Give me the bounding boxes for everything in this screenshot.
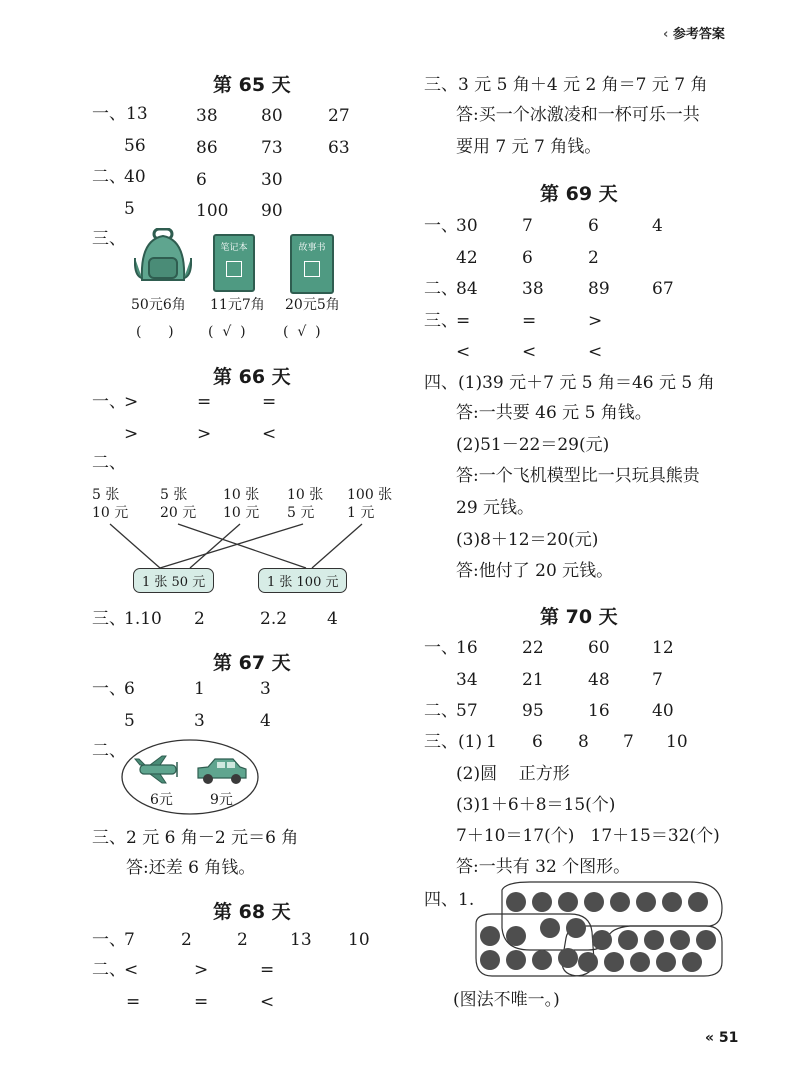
d70-line: 7＋10＝17(个) 17＋15＝32(个) [456,826,720,846]
answer: 2 [588,248,599,268]
answer: 13 [290,930,312,950]
answer: 3 [194,711,205,731]
d70-line: (2)圆 正方形 [456,764,570,784]
answer: 1 [194,679,205,699]
answer: 5 [124,711,135,731]
answer: 63 [328,138,350,158]
answer: 100 [196,201,229,221]
answer: 12 [652,638,674,658]
answer: = [262,392,277,412]
d70-s2-label: 二、 [424,701,458,721]
answer: 22 [522,638,544,658]
page-number-value: 51 [718,1030,739,1046]
d69-line: 29 元钱。 [456,498,535,518]
answer: 1 [486,732,497,752]
d68-s2-label: 二、 [92,960,126,980]
d65-s2-label: 二、 [92,167,126,187]
answer: 40 [652,701,674,721]
note-value: 1 元 [347,505,375,521]
answer: 5 [124,199,135,219]
plane-price: 6元 [150,792,173,808]
note-value: 10 元 [223,505,260,521]
answer: 38 [196,106,218,126]
r-line-2: 答:买一个冰激凌和一杯可乐一共 [456,105,700,125]
d69-line: 答:一个飞机模型比一只玩具熊贵 [456,466,700,486]
day-68-title: 第 68 天 [213,901,291,923]
r-line-3: 要用 7 元 7 角钱。 [456,137,602,157]
answer: > [194,960,209,980]
answer: > [124,392,139,412]
answer: 56 [124,136,146,156]
page-number [705,1030,738,1046]
day-67-title: 第 67 天 [213,652,291,674]
d70-s4-label: 四、1. [424,890,475,910]
d67-answer: 答:还差 6 角钱。 [126,858,256,878]
answer: 38 [522,279,544,299]
d65-s1-label: 一、 [92,104,126,124]
answer: 10 [666,732,688,752]
note-value: 20 元 [160,505,197,521]
answer: = [126,992,141,1012]
answer: 30 [261,170,283,190]
answer: 1.10 [124,609,162,629]
plane-icon [135,756,177,783]
item-price: 11元7角 [210,297,265,313]
answer: 89 [588,279,610,299]
answer: 7 [124,930,135,950]
answer: = [260,960,275,980]
d69-line: 答:他付了 20 元钱。 [456,561,614,581]
answer: 30 [456,216,478,236]
answer: 57 [456,701,478,721]
answer: 2.2 [260,609,288,629]
d65-s3-label: 三、 [92,229,126,249]
answer: 16 [588,701,610,721]
answer: 7 [522,216,533,236]
answer: 6 [588,216,599,236]
d68-s1-label: 一、 [92,930,126,950]
answer: 3 [260,679,271,699]
answer: = [194,992,209,1012]
answer: 4 [652,216,663,236]
note-count: 10 张 [223,487,260,503]
answer: > [124,424,139,444]
coin-grouping-figure [470,878,730,982]
answer: 42 [456,248,478,268]
d70-line: 答:一共有 32 个图形。 [456,857,631,877]
d70-line: (3)1＋6＋8＝15(个) [456,795,616,815]
answer: 6 [522,248,533,268]
answer: 13 [126,104,148,124]
answer: 90 [261,201,283,221]
day-66-title: 第 66 天 [213,366,291,388]
chevron-left-icon: ‹ [663,27,669,42]
d70-s1-label: 一、 [424,638,458,658]
day-70-title: 第 70 天 [540,606,618,628]
answer: = [522,311,537,331]
answer: 21 [522,670,544,690]
d67-s2-label: 二、 [92,741,126,761]
d66-s1-label: 一、 [92,392,126,412]
d69-line: 答:一共要 46 元 5 角钱。 [456,403,652,423]
toy-ellipse [120,738,260,818]
note-box-100: 1 张 100 元 [258,568,347,593]
d69-line: (3)8＋12＝20(元) [456,530,599,550]
answer: < [456,342,471,362]
day-69-title: 第 69 天 [540,183,618,205]
note-count: 5 张 [92,487,120,503]
choice-mark: ( ) [136,324,174,340]
answer: 7 [652,670,663,690]
answer: 73 [261,138,283,158]
answer: < [124,960,139,980]
note-value: 10 元 [92,505,129,521]
item-price: 20元5角 [285,297,340,313]
r-line-1: 三、3 元 5 角＋4 元 2 角＝7 元 7 角 [424,75,708,95]
answer: < [588,342,603,362]
note-value: 5 元 [287,505,315,521]
answer: 8 [578,732,589,752]
header-title: 参考答案 [672,27,725,42]
d70-s3-label: 三、(1) [424,732,483,752]
answer: = [456,311,471,331]
answer: 67 [652,279,674,299]
answer: 84 [456,279,478,299]
answer: 7 [623,732,634,752]
answer: 4 [327,609,338,629]
answer: 60 [588,638,610,658]
d69-line: 四、(1)39 元＋7 元 5 角＝46 元 5 角 [424,373,715,393]
d70-note: (图法不唯一。) [453,990,560,1010]
answer: 4 [260,711,271,731]
answer: 10 [348,930,370,950]
answer: 27 [328,106,350,126]
car-price: 9元 [210,792,233,808]
d69-s2-label: 二、 [424,279,458,299]
item-price: 50元6角 [131,297,186,313]
storybook-label: 故事书 [298,243,326,253]
answer: 6 [196,170,207,190]
answer: 6 [124,679,135,699]
double-chevron-icon: « [705,1030,715,1046]
note-count: 100 张 [347,487,393,503]
d67-s1-label: 一、 [92,679,126,699]
answer: 16 [456,638,478,658]
answer: 2 [181,930,192,950]
d67-s3-line: 三、2 元 6 角－2 元＝6 角 [92,828,299,848]
answer: 2 [194,609,205,629]
answer: 95 [522,701,544,721]
car-icon [198,759,246,784]
answer: < [262,424,277,444]
answer: < [522,342,537,362]
answer: > [588,311,603,331]
note-box-50: 1 张 50 元 [133,568,214,593]
d66-s2-label: 二、 [92,453,126,473]
answer: > [197,424,212,444]
d69-line: (2)51－22＝29(元) [456,435,610,455]
note-count: 10 张 [287,487,324,503]
d69-s3-label: 三、 [424,311,458,331]
d69-s1-label: 一、 [424,216,458,236]
notebook-label: 笔记本 [220,243,248,253]
note-count: 5 张 [160,487,188,503]
d66-s3-label: 三、 [92,609,126,629]
choice-mark: ( √ ) [208,324,246,340]
coins [480,892,716,972]
answer: 2 [237,930,248,950]
answer: 6 [532,732,543,752]
choice-mark: ( √ ) [283,324,321,340]
answer: < [260,992,275,1012]
answer: 34 [456,670,478,690]
answer: = [197,392,212,412]
answer: 80 [261,106,283,126]
answer: 48 [588,670,610,690]
answer: 86 [196,138,218,158]
answer: 40 [124,167,146,187]
day-65-title: 第 65 天 [213,74,291,96]
